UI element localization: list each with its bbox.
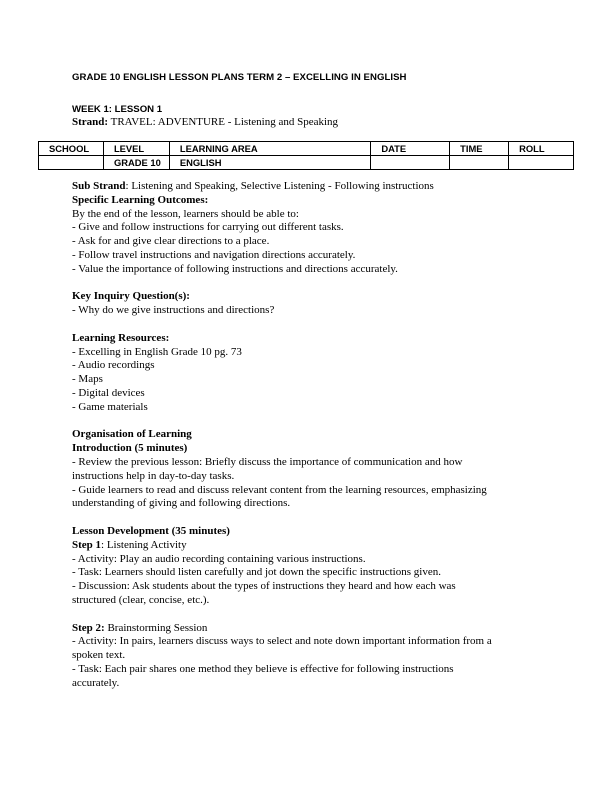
header-cell-level: LEVEL bbox=[103, 142, 169, 156]
step1-title: : Listening Activity bbox=[101, 538, 187, 551]
table-row bbox=[39, 156, 574, 170]
step1-line: - Activity: Play an audio recording containing various instructions. bbox=[72, 552, 366, 565]
resource-item: - Game materials bbox=[72, 400, 148, 413]
outcome-item: - Value the importance of following instructions and directions accurately. bbox=[72, 262, 398, 275]
cell-date bbox=[371, 156, 450, 170]
outcomes-heading: Specific Learning Outcomes: bbox=[72, 193, 209, 206]
development-heading: Lesson Development (35 minutes) bbox=[72, 524, 230, 537]
step2-line: accurately. bbox=[72, 676, 120, 689]
outcome-item: - Give and follow instructions for carrying out different tasks. bbox=[72, 221, 344, 234]
header-cell-time: TIME bbox=[450, 142, 509, 156]
step1-line: - Discussion: Ask students about the types of instructions they heard and how each was bbox=[72, 580, 456, 593]
step2-heading bbox=[72, 622, 542, 636]
resource-item: - Audio recordings bbox=[72, 359, 155, 372]
week-lesson-heading: WEEK 1: LESSON 1 bbox=[72, 104, 163, 115]
lesson-body bbox=[72, 180, 542, 690]
cell-time bbox=[450, 156, 509, 170]
resources-heading: Learning Resources: bbox=[72, 331, 170, 344]
inquiry-heading: Key Inquiry Question(s): bbox=[72, 290, 190, 303]
header-cell-date: DATE bbox=[371, 142, 450, 156]
strand-line bbox=[72, 116, 338, 128]
strand-value: TRAVEL: ADVENTURE - Listening and Speaking bbox=[108, 116, 339, 128]
step1-line: structured (clear, concise, etc.). bbox=[72, 593, 210, 606]
cell-roll bbox=[509, 156, 574, 170]
step1-heading bbox=[72, 539, 542, 553]
lesson-info-table bbox=[38, 141, 574, 170]
introduction-line: understanding of giving and following directions. bbox=[72, 497, 291, 510]
outcome-item: - Follow travel instructions and navigation directions accurately. bbox=[72, 248, 356, 261]
introduction-line: - Guide learners to read and discuss relevant content from the learning resources, emphasizing bbox=[72, 483, 487, 496]
organisation-heading: Organisation of Learning bbox=[72, 428, 192, 441]
resource-item: - Excelling in English Grade 10 pg. 73 bbox=[72, 345, 242, 358]
step1-label: Step 1 bbox=[72, 538, 102, 551]
step1-line: - Task: Learners should listen carefully and jot down the specific instructions given. bbox=[72, 566, 441, 579]
strand-label: Strand: bbox=[72, 116, 109, 128]
inquiry-item: - Why do we give instructions and directions? bbox=[72, 304, 275, 317]
step2-line: spoken text. bbox=[72, 649, 126, 662]
sub-strand-value: : Listening and Speaking, Selective Listening - Following instructions bbox=[125, 180, 434, 192]
header-cell-learning-area: LEARNING AREA bbox=[169, 142, 370, 156]
sub-strand-label: Sub Strand bbox=[72, 180, 126, 192]
cell-level: GRADE 10 bbox=[103, 156, 169, 170]
header-cell-school: SCHOOL bbox=[39, 142, 104, 156]
document-title: GRADE 10 ENGLISH LESSON PLANS TERM 2 – EXCELLING IN ENGLISH bbox=[72, 72, 407, 83]
step2-title: Brainstorming Session bbox=[104, 621, 208, 634]
sub-strand-line bbox=[72, 180, 542, 194]
introduction-line: instructions help in day-to-day tasks. bbox=[72, 469, 235, 482]
resource-item: - Maps bbox=[72, 373, 103, 386]
step2-line: - Task: Each pair shares one method they believe is effective for following instructions bbox=[72, 662, 454, 675]
cell-school bbox=[39, 156, 104, 170]
outcome-item: - Ask for and give clear directions to a place. bbox=[72, 235, 270, 248]
outcomes-intro: By the end of the lesson, learners should be able to: bbox=[72, 207, 299, 220]
table-header-row bbox=[39, 142, 574, 156]
introduction-heading: Introduction (5 minutes) bbox=[72, 442, 188, 455]
step2-line: - Activity: In pairs, learners discuss ways to select and note down important information from a bbox=[72, 635, 492, 648]
introduction-line: - Review the previous lesson: Briefly discuss the importance of communication and how bbox=[72, 455, 463, 468]
header-cell-roll: ROLL bbox=[509, 142, 574, 156]
step2-label: Step 2: bbox=[72, 621, 105, 634]
resource-item: - Digital devices bbox=[72, 386, 145, 399]
cell-learning-area: ENGLISH bbox=[169, 156, 370, 170]
